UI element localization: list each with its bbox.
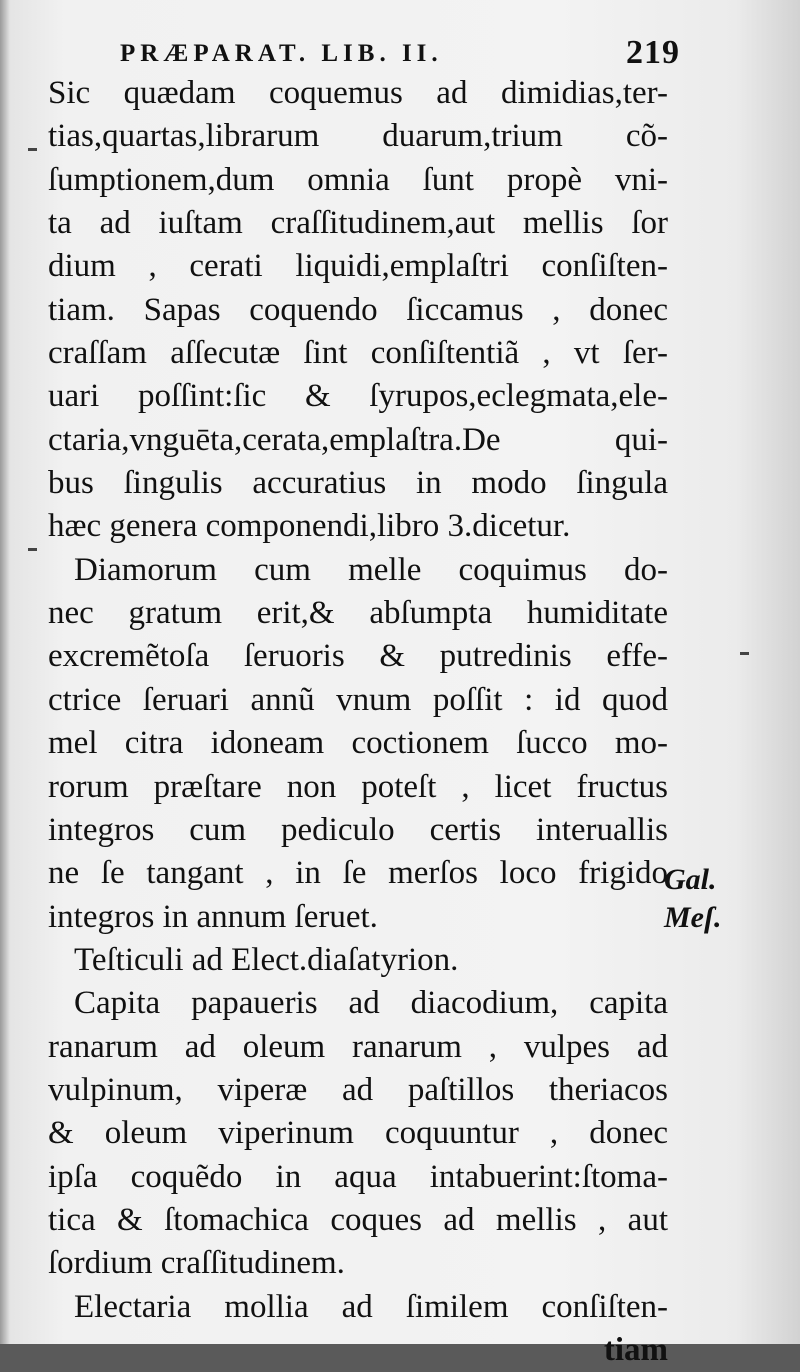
margin-mark <box>28 148 37 151</box>
text-line: excremẽtoſa ſeruoris & putredinis effe- <box>48 638 668 675</box>
catchword: tiam <box>603 1331 668 1368</box>
text-line: rorum præſtare non poteſt , licet fructus <box>48 768 668 805</box>
text-line: tica & ſtomachica coques ad mellis , aut <box>48 1201 668 1238</box>
gutter-shadow <box>0 0 10 1344</box>
margin-mark <box>28 548 37 551</box>
text-line: ranarum ad oleum ranarum , vulpes ad <box>48 1028 668 1065</box>
margin-mark <box>740 652 749 655</box>
text-line: ctaria,vnguēta,cerata,emplaſtra.De qui- <box>48 421 668 458</box>
text-line: bus ſingulis accuratius in modo ſingula <box>48 465 668 502</box>
text-line: Diamorum cum melle coquimus do- <box>74 551 668 588</box>
text-line: & oleum viperinum coquuntur , donec <box>48 1115 668 1152</box>
text-line: ctrice ſeruari annũ vnum poſſit : id quod <box>48 681 668 718</box>
text-line: hæc genera componendi,libro 3.dicetur. <box>48 508 571 545</box>
text-line: ne ſe tangant , in ſe merſos loco frigido <box>48 855 668 892</box>
text-line: integros in annum ſeruet. <box>48 898 378 935</box>
text-line: ſumptionem,dum omnia ſunt propè vni- <box>48 161 668 198</box>
text-line: tias,quartas,librarum duarum,trium cõ- <box>48 118 668 155</box>
text-line: uari poſſint:ſic & ſyrupos,eclegmata,ele- <box>48 378 668 415</box>
text-line: Sic quædam coquemus ad dimidias,ter- <box>48 75 668 111</box>
text-line: tiam. Sapas coquendo ſiccamus , donec <box>48 291 668 328</box>
text-line: craſſam aſſecutæ ſint conſiſtentiã , vt ſer- <box>48 335 668 372</box>
running-title: PRÆPARAT. LIB. II. <box>120 40 443 67</box>
text-line: integros cum pediculo certis interuallis <box>48 811 668 848</box>
margin-note-gal: Gal. <box>664 863 717 896</box>
text-line: mel citra idoneam coctionem ſucco mo- <box>48 725 668 762</box>
text-line: nec gratum erit,& abſumpta humiditate <box>48 595 668 632</box>
text-line: Capita papaueris ad diacodium, capita <box>74 985 668 1022</box>
margin-note-mes: Meſ. <box>664 901 722 934</box>
text-line: dium , cerati liquidi,emplaſtri conſiſten- <box>48 248 668 285</box>
text-line: Teſticuli ad Elect.diaſatyrion. <box>74 941 459 978</box>
text-line: Electaria mollia ad ſimilem conſiſten- <box>74 1288 668 1325</box>
page-number: 219 <box>626 34 680 71</box>
text-line: vulpinum, viperæ ad paſtillos theriacos <box>48 1071 668 1108</box>
body-text <box>48 72 668 1372</box>
text-line: ipſa coquẽdo in aqua intabuerint:ſtoma- <box>48 1158 668 1195</box>
text-line: ſordium craſſitudinem. <box>48 1245 345 1282</box>
text-line: ta ad iuſtam craſſitudinem,aut mellis ſor <box>48 205 668 242</box>
